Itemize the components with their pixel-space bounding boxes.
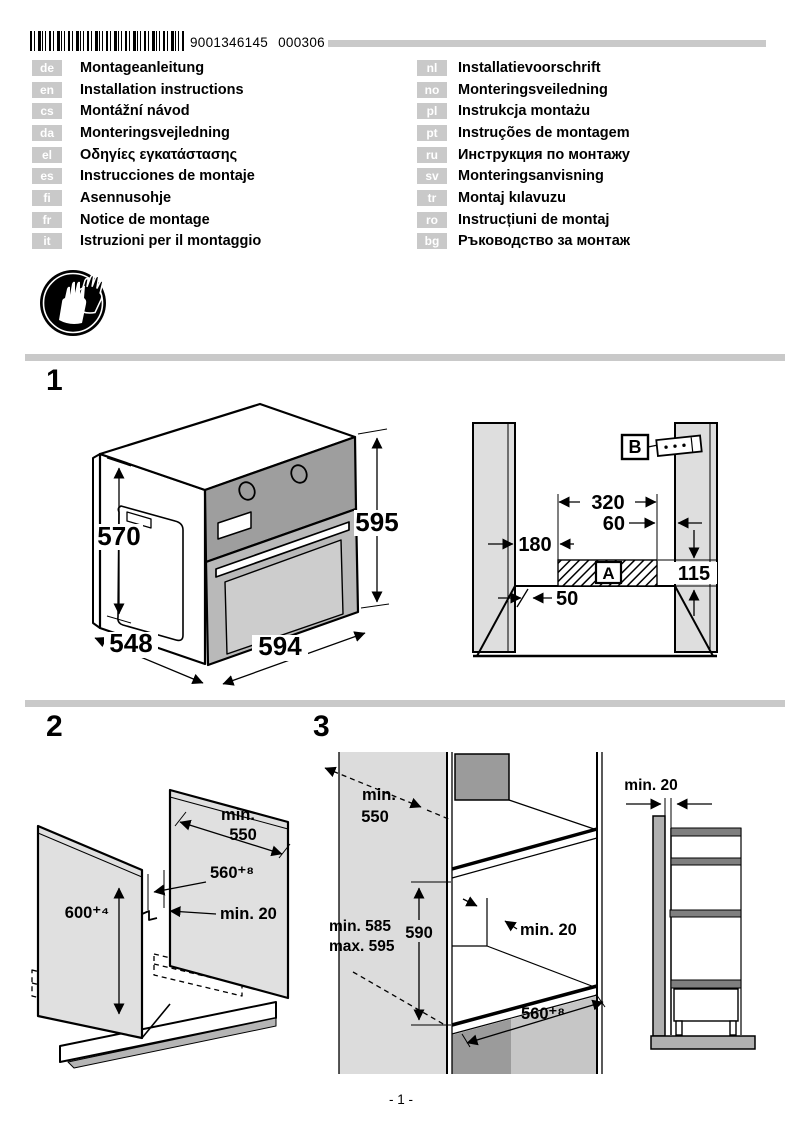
language-code-badge: de — [32, 60, 62, 76]
side-view-dimensions — [626, 798, 712, 828]
protective-gloves-icon — [38, 268, 108, 338]
dim-min20-label: min. 20 — [220, 905, 277, 923]
dim-min550-line2: 550 — [361, 808, 389, 826]
language-row — [417, 209, 630, 231]
language-code-badge: no — [417, 82, 447, 98]
figure2-base-cabinet-diagram — [30, 748, 315, 1083]
dim-560-label: 560⁺⁸ — [520, 1005, 566, 1023]
dim-min20-inner-label: min. 20 — [520, 921, 577, 939]
language-row — [32, 122, 261, 144]
wall — [653, 816, 665, 1036]
dim-590-label: 590 — [405, 924, 433, 942]
language-code-badge: ro — [417, 212, 447, 228]
language-title: Montageanleitung — [80, 59, 205, 76]
language-code-badge: tr — [417, 190, 447, 206]
language-code-badge: el — [32, 147, 62, 163]
language-title: Instrucciones de montaje — [80, 168, 255, 185]
back-panel — [455, 754, 509, 800]
language-column-left — [32, 57, 261, 252]
language-row — [32, 231, 261, 253]
language-code-badge: cs — [32, 103, 62, 119]
dim-180-label: 180 — [518, 534, 552, 556]
dim-595-label: 595 — [355, 507, 399, 537]
language-title: Инструкция по монтажу — [458, 146, 630, 163]
section-divider — [25, 354, 785, 361]
dim-560-label: 560⁺⁸ — [209, 864, 255, 882]
dim-594-label: 594 — [258, 631, 302, 661]
language-row — [417, 79, 630, 101]
language-title: Montaj kılavuzu — [458, 189, 566, 206]
language-title: Monteringsveiledning — [458, 81, 608, 98]
language-row — [32, 165, 261, 187]
terminal-b-label: B — [628, 437, 642, 457]
language-row — [417, 187, 630, 209]
page-number: - 1 - — [388, 1092, 413, 1107]
language-code-badge: ru — [417, 147, 447, 163]
barcode-number: 9001346145 — [190, 35, 269, 50]
language-title: Istruzioni per il montaggio — [80, 233, 262, 250]
dim-115-label: 115 — [677, 563, 711, 585]
figure2-number: 2 — [46, 710, 63, 743]
barcode — [30, 31, 186, 51]
language-column-right — [417, 57, 630, 252]
language-row — [417, 122, 630, 144]
terminal-strip-icon — [656, 436, 701, 457]
language-code-badge: bg — [417, 233, 447, 249]
language-title: Notice de montage — [80, 211, 210, 228]
niche-structure — [473, 423, 717, 656]
dim-min550-line1: min. — [221, 806, 255, 824]
language-code-badge: nl — [417, 60, 447, 76]
language-code-badge: fi — [32, 190, 62, 206]
dim-570-label: 570 — [97, 521, 141, 551]
dim-600-label: 600⁺⁴ — [64, 904, 110, 922]
language-row — [32, 100, 261, 122]
language-row — [417, 231, 630, 253]
language-title: Montážní návod — [80, 103, 190, 120]
dim-depth-max-label: max. 595 — [329, 938, 395, 955]
language-code-badge: da — [32, 125, 62, 141]
language-code-badge: it — [32, 233, 62, 249]
language-code-badge: pl — [417, 103, 447, 119]
dim-60-label: 60 — [602, 513, 625, 535]
area-a-label: A — [602, 564, 615, 583]
figure3-side-view-diagram — [618, 748, 798, 1088]
language-row — [32, 57, 261, 79]
language-title: Instruções de montagem — [458, 124, 630, 141]
language-row — [32, 209, 261, 231]
side-view-structure — [651, 816, 755, 1049]
language-code-badge: fr — [32, 212, 62, 228]
dim-548-label: 548 — [109, 628, 153, 658]
dim-min20-side-label: min. 20 — [624, 777, 678, 794]
language-row — [32, 144, 261, 166]
language-title: Instrukcja montażu — [458, 103, 591, 120]
language-title: Ръководство за монтаж — [458, 233, 631, 250]
language-row — [417, 165, 630, 187]
floor — [651, 1036, 755, 1049]
language-row — [32, 79, 261, 101]
figure3-number: 3 — [313, 710, 330, 743]
language-row — [417, 144, 630, 166]
area-a-badge — [596, 562, 621, 583]
header-gray-bar — [328, 40, 766, 47]
language-title: Instrucțiuni de montaj — [458, 211, 610, 228]
dim-min550-line2: 550 — [229, 826, 257, 844]
language-title: Οδηγίες εγκατάστασης — [80, 146, 238, 163]
language-code-badge: sv — [417, 168, 447, 184]
figure1-niche-diagram — [462, 410, 792, 695]
section-divider — [25, 700, 785, 707]
language-row — [32, 187, 261, 209]
left-side-panel — [38, 826, 142, 1038]
dim-320-label: 320 — [591, 492, 625, 514]
language-title: Installation instructions — [80, 81, 244, 98]
language-row — [417, 57, 630, 79]
language-code-badge: en — [32, 82, 62, 98]
dim-min550-line1: min. — [362, 786, 396, 804]
barcode-text — [190, 35, 335, 50]
dim-depth-min-label: min. 585 — [329, 918, 392, 935]
dim-50-label: 50 — [556, 588, 579, 610]
figure3-tall-cabinet-diagram — [315, 748, 615, 1085]
figure1-oven-diagram — [55, 392, 435, 692]
language-title: Monteringsanvisning — [458, 168, 604, 185]
rear-vent-notch — [142, 911, 157, 920]
figure1-number: 1 — [46, 364, 63, 397]
language-title: Asennusohje — [80, 189, 172, 206]
language-title: Installatievoorschrift — [458, 59, 601, 76]
language-code-badge: es — [32, 168, 62, 184]
language-title: Monteringsvejledning — [80, 124, 230, 141]
barcode-suffix: 000306 — [278, 35, 325, 50]
language-row — [417, 100, 630, 122]
language-code-badge: pt — [417, 125, 447, 141]
